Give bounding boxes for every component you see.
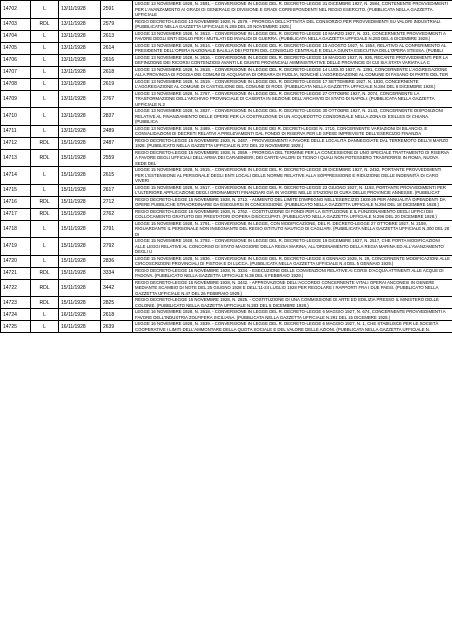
record-number: 14706 [1, 54, 31, 66]
act-date: 13/11/1928 [59, 125, 101, 137]
table-row [1, 167, 452, 185]
act-type: L [31, 220, 59, 238]
act-number: 2616 [101, 54, 133, 66]
act-date: 15/11/1928 [59, 220, 101, 238]
act-description: REGIO DECRETO-LEGGE 13 NOVEMBRE 1928, N. 2579. - PROROGA DELL'ATTIVITÀ DEL CONSORZIO PER PROVVEDIMENTI SU VALORI INDUSTRIALI. (PUBBLICATO NELLA GAZZETTA UFFICIALE N.259 DEL 20 NOVEMBRE 1928.) [133, 18, 452, 30]
act-type: RDL [31, 137, 59, 149]
act-description: LEGGE 13 NOVEMBRE 1928, N. 2618. - CONVERSIONE IN LEGGE DEL R. DECRETO-LEGGE 14 LUGLIO 1927, N. 1391, CONCERNENTE L'AGGREGAZIONE ALLA PROVINCIA DI FOGGIA DEI COMUNI DI ACQUAVIVA DI ORSARA DI PUGLIA, NONCHÉ L'AGGREGAZIONE AL COMUNE DI FASANO DI PARTE DEL TER [133, 66, 452, 78]
act-description: LEGGE 16 NOVEMBRE 1928, N. 2639. - CONVERSIONE IN LEGGE DEL R. DECRETO-LEGGE 6 MAGGIO 1927, N. 1, CHE STABILISCE PER LE SOCIETÀ COOPERATIVE I LIMITI DELL'AMMONTARE DELLA QUOTA SOCIALE E DEL VALORE DELLE AZIONI. (PUBBLICATA NELLA GAZZETTA UFFICIALE N. [133, 321, 452, 333]
act-number: 2487 [101, 137, 133, 149]
record-number: 14718 [1, 220, 31, 238]
record-number: 14725 [1, 321, 31, 333]
act-type: RDL [31, 149, 59, 167]
record-number: 14716 [1, 196, 31, 208]
table-row [1, 66, 452, 78]
act-number: 2618 [101, 309, 133, 321]
act-description: LEGGE 13 NOVEMBRE 1928, N. 2837. - CONVERSIONE IN LEGGE DEL R. DECRETO-LEGGE 30 OTTOBRE 1927, N. 2143, CONCERNENTE DISPOSIZIONI RELATIVE AL FINANZIAMENTO DELLE OPERE PER LA COSTRUZIONE DI UN ACQUEDOTTO CONSORZIALE NELLA ZONA DI EXILLES DI CHIANA. (PUBBLICA [133, 108, 452, 126]
table-row [1, 30, 452, 42]
record-number: 14702 [1, 1, 31, 19]
act-description: LEGGE 13 NOVEMBRE 1928, N. 2614. - CONVERSIONE IN LEGGE DEL R. DECRETO-LEGGE 10 AGOSTO 1927, N. 1554, RELATIVO AL CONFERIMENTO AL PRESIDENTE DELL'OPERA NAZIONALE BALILLA DEI POTERI DEL CONSIGLIO CENTRALE E DELLA GIUNTA ESECUTIVA DELL'OPERA STESSA. (PUBBLI [133, 42, 452, 54]
act-number: 2837 [101, 108, 133, 126]
table-row [1, 255, 452, 267]
act-number: 2836 [101, 255, 133, 267]
act-type: RDL [31, 297, 59, 309]
act-date: 15/11/1928 [59, 267, 101, 279]
act-date: 13/11/1928 [59, 54, 101, 66]
act-number: 2613 [101, 30, 133, 42]
record-number: 14709 [1, 90, 31, 108]
act-date: 15/11/1928 [59, 196, 101, 208]
act-number: 2791 [101, 220, 133, 238]
act-type: L [31, 1, 59, 19]
record-number: 14707 [1, 66, 31, 78]
act-description: REGIO DECRETO-LEGGE 15 NOVEMBRE 1928, N. 2487. - PROVVEDIMENTI A FAVORE DELLE LOCALITÀ DANNEGGIATE DAL TERREMOTO DELL'8 MARZO 1928. (PUBBLICATO NELLA GAZZETTA UFFICIALE N.272 DEL 22 NOVEMBRE 1928.) [133, 137, 452, 149]
table-row [1, 238, 452, 256]
act-date: 16/11/1928 [59, 321, 101, 333]
record-number: 14724 [1, 309, 31, 321]
act-number: 2591 [101, 1, 133, 19]
record-number: 14717 [1, 208, 31, 220]
act-date: 16/11/1928 [59, 309, 101, 321]
table-row [1, 184, 452, 196]
act-number: 2617 [101, 184, 133, 196]
table-row [1, 108, 452, 126]
act-description: LEGGE 13 NOVEMBRE 1928, N. 2616. - CONVERSIONE IN LEGGE DEL R. DECRETO-LEGGE 19 MAGGIO 1927, N. 935, RECANTE PROVVEDIMENTI PER LA DEFINIZIONE DEI RICORSI CONTENZIOSI AVANTI LE GIUNTE PROVINCIALI AMMINISTRATIVE DELLE PROVINCIE DI CUI SIA STATA VARIATA LA C [133, 54, 452, 66]
table-row [1, 54, 452, 66]
act-number: 2712 [101, 196, 133, 208]
act-date: 15/11/1928 [59, 297, 101, 309]
table-row [1, 90, 452, 108]
act-description: LEGGE 13 NOVEMBRE 1928, N. 2613. - CONVERSIONE IN LEGGE DEL R. DECRETO-LEGGE 10 MARZO 1927, N. 331, CONCERNENTE PROVVEDIMENTI A FAVORE DEGLI ENTI EDILIZI PER I MUTILATI ED INVALIDI DI GUERRA. (PUBBLICATA NELLA GAZZETTA UFFICIALE N.283 DEL 6 DICEMBRE 1928.) [133, 30, 452, 42]
act-number: 2762 [101, 208, 133, 220]
act-description: LEGGE 15 NOVEMBRE 1928, N. 2792. - CONVERSIONE IN LEGGE DEL R. DECRETO-LEGGE 19 DICEMBRE 1927, N. 2517, CHE PORTA MODIFICAZIONI ALLE LEGGI RELATIVE AL CONCORSO DI STATO MAGGIORE DELLA REGIA MARINA, ALL'ORDINAMENTO DELLA REGIA MARINA ED ALL'AVANZAMENTO DEGLI U [133, 238, 452, 256]
act-number: 3442 [101, 279, 133, 297]
act-type: L [31, 309, 59, 321]
table-row [1, 149, 452, 167]
record-number: 14708 [1, 78, 31, 90]
act-number: 2614 [101, 42, 133, 54]
act-description: REGIO DECRETO-LEGGE 15 NOVEMBRE 1928, N. 2825. - COSTITUZIONE DI UNA COMMISSIONE DI ARTE ED EDILIZIA PRESSO IL MINISTERO DELLE COLONIE. (PUBBLICATO NELLA GAZZETTA UFFICIALE N.283 DEL 5 DICEMBRE 1928.) [133, 297, 452, 309]
record-number: 14719 [1, 238, 31, 256]
record-number: 14703 [1, 18, 31, 30]
table-row [1, 78, 452, 90]
act-type: RDL [31, 267, 59, 279]
act-type: RDL [31, 279, 59, 297]
act-date: 15/11/1928 [59, 255, 101, 267]
act-date: 13/11/1928 [59, 1, 101, 19]
act-type: RDL [31, 196, 59, 208]
act-type: L [31, 42, 59, 54]
act-type: L [31, 78, 59, 90]
act-description: LEGGE 15 NOVEMBRE 1928, N. 2836. - CONVERSIONE IN LEGGE DEL R. DECRETO-LEGGE 8 GENNAIO 1928, N. 29, CONCERNENTE MODIFICAZIONI ALLE CIRCOSCRIZIONI PROVINCIALI DI PISTOIA E DI LUCCA. (PUBBLICATA NELLA GAZZETTA UFFICIALE N.4 DEL 5 GENNAIO 1929.) [133, 255, 452, 267]
act-date: 13/11/1928 [59, 30, 101, 42]
act-date: 13/11/1928 [59, 18, 101, 30]
table-row [1, 137, 452, 149]
act-description: LEGGE 16 NOVEMBRE 1928, N. 2618. - CONVERSIONE IN LEGGE DEL R. DECRETO-LEGGE 6 MAGGIO 1927, N. 674, CONCERNENTE PROVVEDIMENTI A FAVORE DELL'INDUSTRIA ZOLFIFERA SICILIANA. (PUBBLICATA NELLA GAZZETTA UFFICIALE N.291 DEL 15 DICEMBRE 1928.) [133, 309, 452, 321]
act-type: RDL [31, 208, 59, 220]
act-description: LEGGE 13 NOVEMBRE 1928, N. 2619. - CONVERSIONE IN LEGGE DEL R. DECRETO-LEGGE 17 SETTEMBRE 1927, N. 1830, CONCERNENTE L'AGGREGAZIONE AL COMUNE DI CASTIGLIONE DEL COMUNE DI RODI. (PUBBLICATA NELLA GAZZETTA UFFICIALE N.284 DEL 6 DICEMBRE 1928.) [133, 78, 452, 90]
act-date: 13/11/1928 [59, 42, 101, 54]
act-date: 15/11/1928 [59, 167, 101, 185]
record-number: 14720 [1, 255, 31, 267]
act-type: L [31, 167, 59, 185]
act-number: 2639 [101, 321, 133, 333]
table-row [1, 321, 452, 333]
act-type: L [31, 238, 59, 256]
act-type: L [31, 184, 59, 196]
act-description: LEGGE 15 NOVEMBRE 1928, N. 2615. - CONVERSIONE IN LEGGE DEL R. DECRETO-LEGGE 29 DICEMBRE 1927, N. 2452, PORTANTE PROVVEDIMENTI PER L'ESTENSIONE AL PERSONALE DEGLI ENTI LOCALI DELLE NORME RELATIVE ALLA SOPPRESSIONE E RIDUZIONE DELLE INDENNITÀ DI CARO VIVERI [133, 167, 452, 185]
act-description: LEGGE 13 NOVEMBRE 1928, N. 2767. - CONVERSIONE IN LEGGE DEL R. DECRETO-LEGGE 27 OTTOBRE 1927, N. 2074, CONCERNENTE LA TRASFORMAZIONE DELL'ARCHIVIO PROVINCIALE DI CASERTA IN SEZIONE DELL'ARCHIVIO DI STATO DI NAPOLI. (PUBBLICATA NELLA GAZZETTA UFFICIALE N.2 [133, 90, 452, 108]
record-number: 14713 [1, 149, 31, 167]
act-type: L [31, 321, 59, 333]
record-number: 14705 [1, 42, 31, 54]
record-number: 14710 [1, 108, 31, 126]
act-date: 13/11/1928 [59, 90, 101, 108]
act-date: 15/11/1928 [59, 149, 101, 167]
act-number: 2618 [101, 66, 133, 78]
table-row [1, 220, 452, 238]
act-date: 15/11/1928 [59, 208, 101, 220]
act-type: RDL [31, 18, 59, 30]
record-number: 14711 [1, 125, 31, 137]
act-number: 3334 [101, 267, 133, 279]
act-description: REGIO DECRETO-LEGGE 15 NOVEMBRE 1928, N. 2559. - PROROGA DEL TERMINE PER LA CONCESSIONE DI UNO SPECIALE TRATTAMENTO DI RISERVA A FAVORE DEGLI UFFICIALI DELL'ARMA DEI CARABINIERI, DEI CARTE-VALORI DI TICINO I QUALI NON POTESSERO TRASFERIRSI IN ROMA, NUOVA SEDE DEL [133, 149, 452, 167]
table-row [1, 279, 452, 297]
act-number: 2559 [101, 149, 133, 167]
table-row [1, 125, 452, 137]
record-number: 14715 [1, 184, 31, 196]
table-row [1, 1, 452, 19]
act-description: LEGGE 13 NOVEMBRE 1928, N. 2489. - CONVERSIONE IN LEGGE DEI R. DECRETI-LEGGE N. 1710, CONCERNENTE VARIAZIONI DI BILANCIO, E CONVALIDAZIONI DI DECRETI RELATIVI A PRELEVAMENTI DAL FONDO DI RISERVA PER LE SPESE IMPREVISTE DELL'ESERCIZIO FINANZIA [133, 125, 452, 137]
act-number: 2489 [101, 125, 133, 137]
act-date: 15/11/1928 [59, 137, 101, 149]
act-date: 15/11/1928 [59, 184, 101, 196]
table-row [1, 18, 452, 30]
act-description: LEGGE 13 NOVEMBRE 1928, N. 2591. - CONVERSIONE IN LEGGE DEL R. DECRETO-LEGGE 31 DICEMBRE 1927, N. 2584, CONTENENTE PROVVEDIMENTI PER L'AVANZAMENTO AI GRADI DI GENERALE DI DIVISIONE E GRADI CORRISPONDENTI NEL REGIO ESERCITO. (PUBBLICATA NELLA GAZZETTA UFFICIALE [133, 1, 452, 19]
act-number: 2615 [101, 167, 133, 185]
act-type: L [31, 255, 59, 267]
act-date: 13/11/1928 [59, 78, 101, 90]
record-number: 14714 [1, 167, 31, 185]
act-description: REGIO DECRETO-LEGGE 15 NOVEMBRE 1928, N. 3442. - APPROVAZIONE DELL'ACCORDO CONCERNENTE VITALI OPERAI ANCONESI IN GENERE MEDIANTE SCAMBIO DI NOTE DEL 25 GIUGNO 1928 E DELL'11-24 LUGLIO 1928 PER REGOLARE I RAPPORTI FRA I DUE PAESI. (PUBBLICATO NELLA GAZZETTA UFFICIALE N.47 DEL 26 FEBBRAIO 1929.) [133, 279, 452, 297]
act-number: 2767 [101, 90, 133, 108]
table-row [1, 309, 452, 321]
act-type: L [31, 66, 59, 78]
act-number: 2579 [101, 18, 133, 30]
table-row [1, 196, 452, 208]
act-description: LEGGE 15 NOVEMBRE 1928, N. 2791. - CONVERSIONE IN LEGGE, CON MODIFICAZIONE, DEL R. DECRETO-LEGGE 27 OTTOBRE 1927, N. 2159, RIGUARDANTE IL PERSONALE NON INSEGNANTE DEL REGIO ISTITUTO NAUTICO DI CAGLIARI. (PUBBLICATA NELLA GAZZETTA UFFICIALE N.300 DEL 28 DI [133, 220, 452, 238]
act-date: 13/11/1928 [59, 66, 101, 78]
act-date: 13/11/1928 [59, 108, 101, 126]
record-number: 14723 [1, 297, 31, 309]
record-number: 14712 [1, 137, 31, 149]
table-row [1, 208, 452, 220]
table-row [1, 267, 452, 279]
act-type: L [31, 54, 59, 66]
record-number: 14721 [1, 267, 31, 279]
act-description: REGIO DECRETO-LEGGE 15 NOVEMBRE 1928, N. 2712. - AUMENTO DEL LIMITE D'IMPEGNO NELL'ESERCIZIO 1928-29 PER ANNUALITÀ DIPENDENTI DA OPERE PUBBLICHE STRAORDINARIE DA ESEGUIRSI IN CONCESSIONE. (PUBBLICATO NELLA GAZZETTA UFFICIALE N.294 DEL 18 DICEMBRE 1928.) [133, 196, 452, 208]
laws-register-body [1, 1, 452, 333]
act-date: 15/11/1928 [59, 238, 101, 256]
act-description: LEGGE 15 NOVEMBRE 1928, N. 2617. - CONVERSIONE IN LEGGE DEL R. DECRETO-LEGGE 23 GIUGNO 1927, N. 1193, PORTANTE PROVVEDIMENTI PER L'ULTERIORE APPLICAZIONE DEGLI ORDINAMENTI FINANZIARI GIÀ IN VIGORE NELLE STAZIONI DI CURA DELLE PROVINCIE ANNESSE. (PUBBLICAT [133, 184, 452, 196]
table-row [1, 42, 452, 54]
act-number: 2619 [101, 78, 133, 90]
act-description: REGIO DECRETO-LEGGE 15 NOVEMBRE 1928, N. 2762. - COSTITUZIONE DI FONDI PER LA ISTITUZIONE E IL FUNZIONAMENTO DEGLI UFFICI DEI COLLOCAMENTO GRATUITO DEI PRESTATORI D'OPERA DISOCCUPATI. (PUBBLICATO NELLA GAZZETTA UFFICIALE N.296 DEL 20 DICEMBRE 1928.) [133, 208, 452, 220]
act-type: L [31, 90, 59, 108]
act-date: 15/11/1928 [59, 279, 101, 297]
act-description: REGIO DECRETO-LEGGE 15 NOVEMBRE 1928, N. 3334. - ESECUZIONE DELLE CONVENZIONI RELATIVE AI CORSI D'ACQUA ATTINENTI ALLE ACQUE DI PADOVA. (PUBBLICATO NELLA GAZZETTA UFFICIALE N.36 DEL 6 FEBBRAIO 1929.) [133, 267, 452, 279]
record-number: 14704 [1, 30, 31, 42]
act-type: L [31, 108, 59, 126]
act-type: L [31, 30, 59, 42]
act-number: 2792 [101, 238, 133, 256]
act-number: 2825 [101, 297, 133, 309]
act-type: L [31, 125, 59, 137]
record-number: 14722 [1, 279, 31, 297]
table-row [1, 297, 452, 309]
